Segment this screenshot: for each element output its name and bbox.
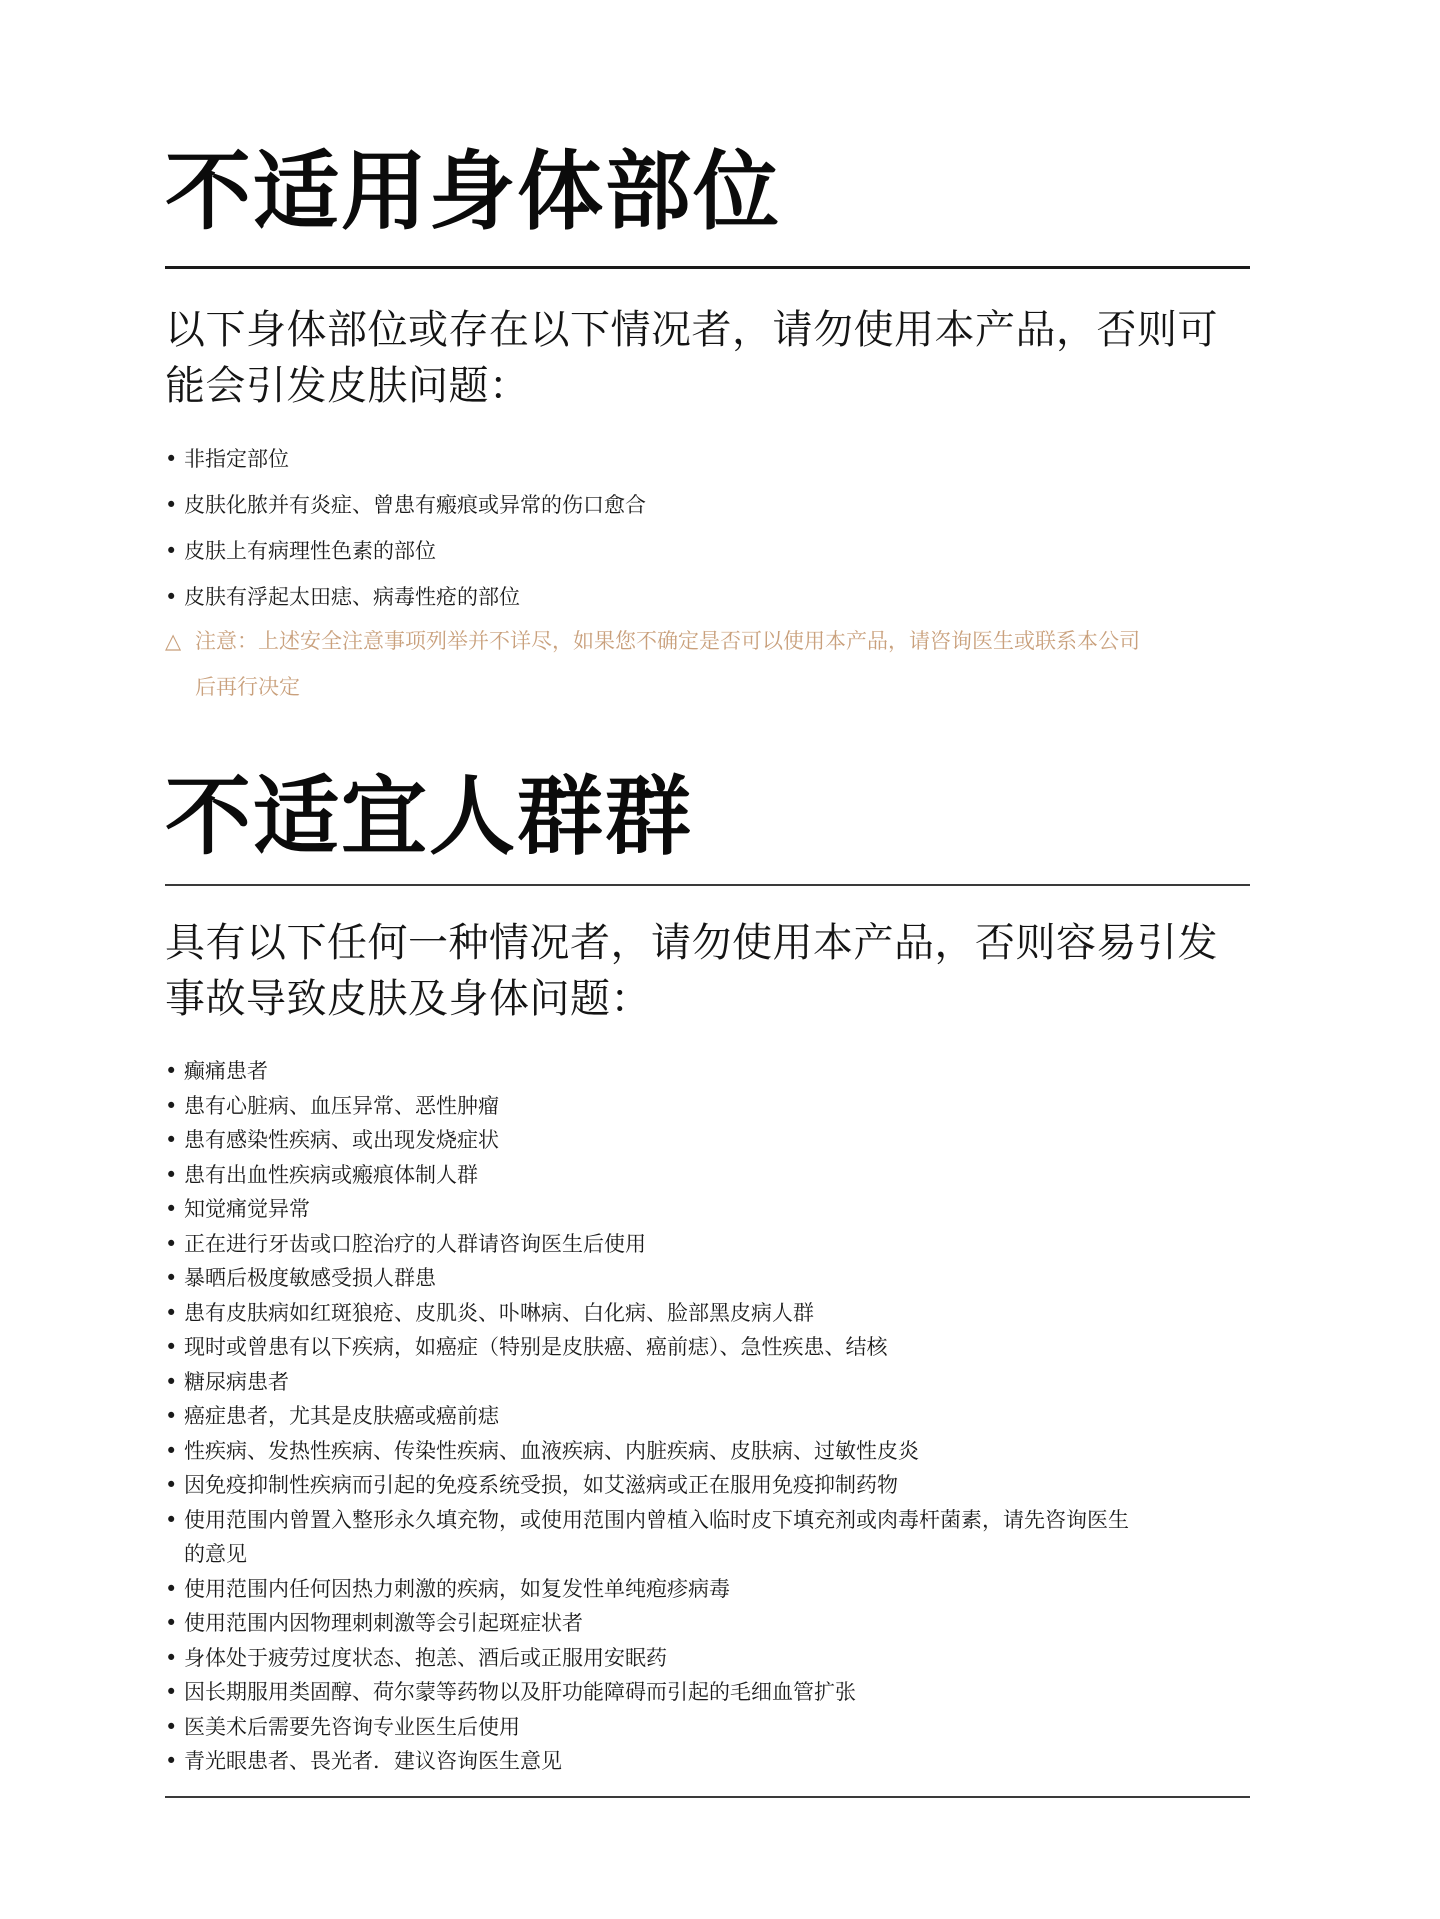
bullet-icon: • bbox=[165, 1128, 178, 1152]
list-item: • 患有感染性疾病、或出现发烧症状 bbox=[165, 1123, 1165, 1158]
list-item: • 癫痛患者 bbox=[165, 1054, 1165, 1089]
bullet-icon: • bbox=[165, 1680, 178, 1704]
bottom-divider bbox=[165, 1796, 1250, 1798]
list-item: • 因长期服用类固醇、荷尔蒙等药物以及肝功能障碍而引起的毛细血管扩张 bbox=[165, 1675, 1165, 1710]
list-item: • 使用范围内曾置入整形永久填充物，或使用范围内曾植入临时皮下填充剂或肉毒杆菌素，请先咨询医生的意见 bbox=[165, 1503, 1144, 1572]
bullet-icon: • bbox=[165, 1404, 178, 1428]
bullet-icon: • bbox=[165, 1576, 178, 1601]
bullet-icon: • bbox=[165, 1369, 178, 1394]
bullet-icon: • bbox=[165, 1266, 178, 1290]
list-item: • 患有心脏病、血压异常、恶性肿瘤 bbox=[165, 1089, 1165, 1124]
section1-intro: 以下身体部位或存在以下情况者，请勿使用本产品，否则可能会引发皮肤问题： bbox=[165, 307, 1218, 409]
bullet-icon: • bbox=[165, 539, 178, 563]
bullet-icon: • bbox=[165, 1197, 178, 1221]
section1-list bbox=[165, 444, 1165, 628]
bullet-icon: • bbox=[165, 447, 178, 471]
list-item: • 身体处于疲劳过度状态、抱恙、酒后或正服用安眠药 bbox=[165, 1641, 1165, 1676]
bullet-icon: • bbox=[165, 1611, 178, 1635]
safety-note-text: 注意：上述安全注意事项列举并不详尽，如果您不确定是否可以使用本产品，请咨询医生或联系本公司 bbox=[195, 629, 1140, 653]
list-item: • 癌症患者，尤其是皮肤癌或癌前痣 bbox=[165, 1399, 1165, 1434]
bullet-icon: • bbox=[165, 1714, 178, 1739]
list-item: • 性疾病、发热性疾病、传染性疾病、血液疾病、内脏疾病、皮肤病、过敏性皮炎 bbox=[165, 1434, 1165, 1469]
list-item: • 皮肤上有病理性色素的部位 bbox=[165, 536, 1165, 566]
list-item: • 皮肤化脓并有炎症、曾患有瘢痕或异常的伤口愈合 bbox=[165, 490, 1165, 520]
list-item: • 青光眼患者、畏光者．建议咨询医生意见 bbox=[165, 1744, 1165, 1779]
bullet-icon: • bbox=[165, 1335, 178, 1359]
list-item: • 因免疫抑制性疾病而引起的免疫系统受损，如艾滋病或正在服用免疫抑制药物 bbox=[165, 1468, 1165, 1503]
list-item: • 患有皮肤病如红斑狼疮、皮肌炎、卟啉病、白化病、脸部黑皮病人群 bbox=[165, 1296, 1165, 1331]
bullet-icon: • bbox=[165, 1093, 178, 1118]
list-item: • 糖尿病患者 bbox=[165, 1365, 1165, 1400]
safety-note-text-continued: 后再行决定 bbox=[195, 675, 300, 699]
section2-list bbox=[165, 1054, 1165, 1779]
list-item: • 知觉痛觉异常 bbox=[165, 1192, 1165, 1227]
bullet-icon: • bbox=[165, 1162, 178, 1187]
bullet-icon: • bbox=[165, 493, 178, 517]
section1-title: 不适用身体部位 bbox=[165, 142, 781, 242]
bullet-icon: • bbox=[165, 1507, 178, 1532]
section2-title: 不适宜人群群 bbox=[165, 767, 693, 867]
list-item: • 正在进行牙齿或口腔治疗的人群请咨询医生后使用 bbox=[165, 1227, 1165, 1262]
section2-intro: 具有以下任何一种情况者，请勿使用本产品，否则容易引发事故导致皮肤及身体问题： bbox=[165, 920, 1218, 1022]
bullet-icon: • bbox=[165, 1473, 178, 1497]
list-item: • 暴晒后极度敏感受损人群患 bbox=[165, 1261, 1165, 1296]
list-item: • 皮肤有浮起太田痣、病毒性疮的部位 bbox=[165, 582, 1165, 612]
list-item: • 使用范围内因物理刺刺激等会引起斑症状者 bbox=[165, 1606, 1165, 1641]
bullet-icon: • bbox=[165, 1059, 178, 1083]
list-item: • 现时或曾患有以下疾病，如癌症（特别是皮肤癌、癌前痣）、急性疾患、结核 bbox=[165, 1330, 1165, 1365]
section2-divider bbox=[165, 884, 1250, 886]
warning-icon: △ bbox=[165, 629, 182, 653]
list-item: • 使用范围内任何因热力刺激的疾病，如复发性单纯疱疹病毒 bbox=[165, 1572, 1165, 1607]
section1-divider bbox=[165, 266, 1250, 269]
bullet-icon: • bbox=[165, 1438, 178, 1463]
safety-note bbox=[165, 618, 1240, 664]
bullet-icon: • bbox=[165, 1231, 178, 1256]
list-item: • 非指定部位 bbox=[165, 444, 1165, 474]
bullet-icon: • bbox=[165, 1645, 178, 1670]
list-item: • 医美术后需要先咨询专业医生后使用 bbox=[165, 1710, 1165, 1745]
bullet-icon: • bbox=[165, 1749, 178, 1773]
bullet-icon: • bbox=[165, 1300, 178, 1325]
bullet-icon: • bbox=[165, 585, 178, 609]
list-item: • 患有出血性疾病或瘢痕体制人群 bbox=[165, 1158, 1165, 1193]
